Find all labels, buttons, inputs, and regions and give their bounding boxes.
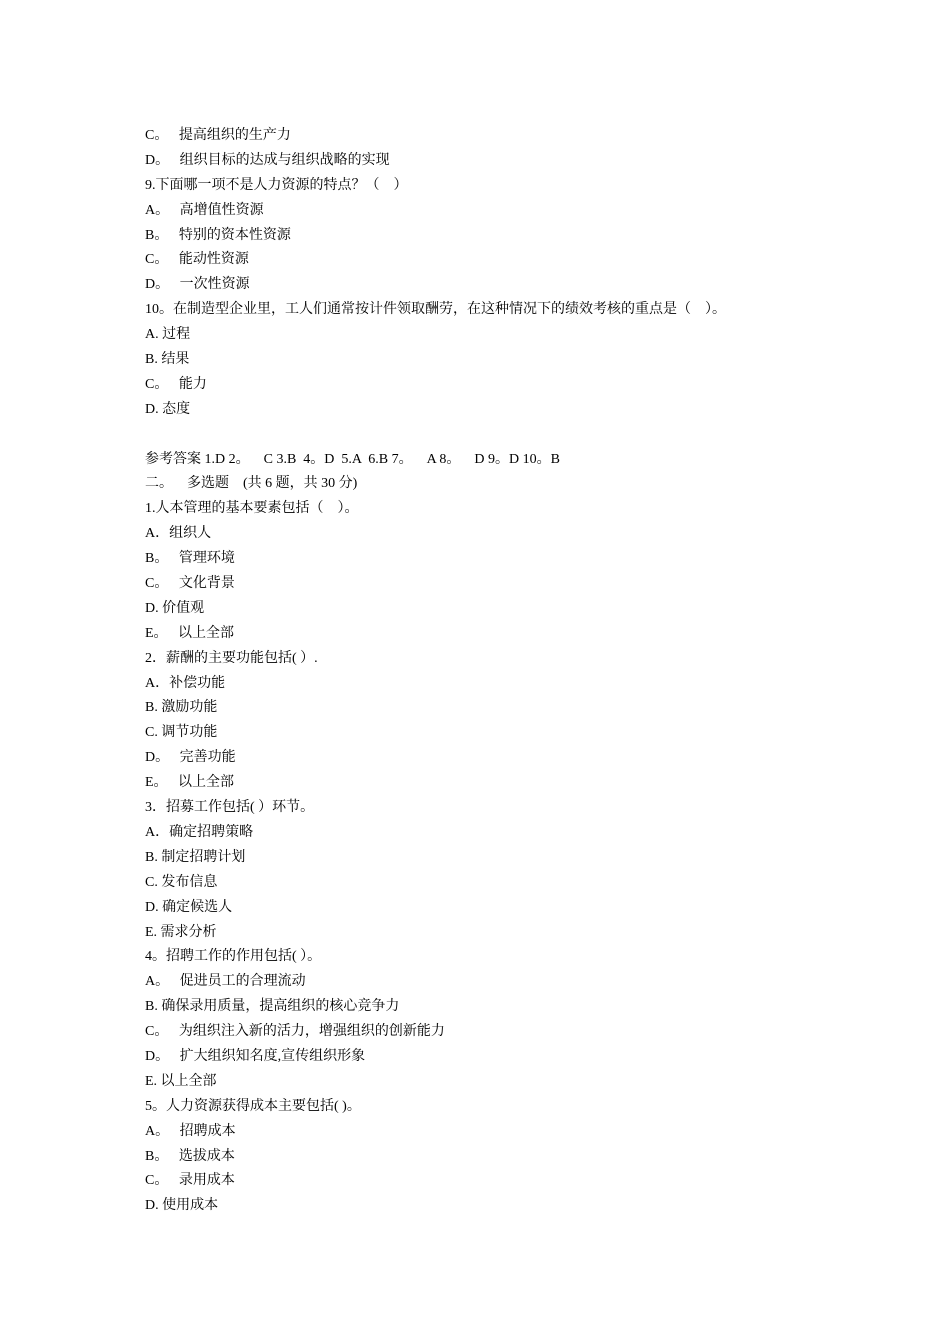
option-d-line: D. 使用成本 (145, 1198, 219, 1214)
option-b-line: B. 结果 (145, 352, 190, 368)
option-c-line: C。 录用成本 (145, 1173, 235, 1189)
option-a-line: A．组织人 (145, 526, 212, 542)
option-c-line: C。 提高组织的生产力 (145, 128, 291, 143)
document-body (145, 124, 845, 1219)
option-d-line: D。 组织目标的达成与组织战略的实现 (145, 152, 390, 168)
option-b-line: B。 特别的资本性资源 (145, 227, 291, 243)
question-2: 2．薪酬的主要功能包括( ）. (145, 650, 318, 666)
option-a-line: A。 高增值性资源 (145, 202, 264, 218)
option-a-line: A. 过程 (145, 327, 191, 343)
option-c-line: C. 发布信息 (145, 874, 218, 890)
option-a-line: A．补偿功能 (145, 675, 226, 691)
option-e-line: E. 需求分析 (145, 924, 217, 940)
option-b-line: B. 制定招聘计划 (145, 849, 246, 865)
option-d-line: D. 确定候选人 (145, 899, 233, 915)
option-e-line: E。 以上全部 (145, 625, 235, 641)
option-c-line: C。 能力 (145, 376, 207, 392)
question-9: 9.下面哪一项不是人力资源的特点？（ ） (145, 177, 408, 193)
question-1: 1.人本管理的基本要素包括（ ）。 (145, 501, 359, 517)
option-d-line: D。 扩大组织知名度,宣传组织形象 (145, 1048, 366, 1064)
option-d-line: D。 完善功能 (145, 750, 236, 766)
answer-key: 参考答案 1.D 2。 C 3.B 4。D 5.A 6.B 7。 A 8。 D 9。D 10。B (145, 451, 560, 467)
option-d-line: D. 价值观 (145, 600, 205, 616)
question-10: 10。在制造型企业里，工人们通常按计件领取酬劳，在这种情况下的绩效考核的重点是（ ）。 (145, 302, 726, 318)
option-a-line: A．确定招聘策略 (145, 824, 254, 840)
option-c-line: C。 文化背景 (145, 576, 235, 592)
option-b-line: B。 管理环境 (145, 551, 235, 567)
option-b-line: B. 激励功能 (145, 700, 218, 716)
option-d-line: D。 一次性资源 (145, 277, 250, 293)
option-b-line: B。 选拔成本 (145, 1148, 235, 1164)
option-c-line: C。 为组织注入新的活力，增强组织的创新能力 (145, 1024, 445, 1040)
option-c-line: C. 调节功能 (145, 725, 218, 741)
option-a-line: A。 促进员工的合理流动 (145, 974, 306, 990)
option-a-line: A。 招聘成本 (145, 1123, 236, 1139)
question-4: 4。招聘工作的作用包括( ）。 (145, 949, 322, 965)
question-3: 3．招募工作包括( ）环节。 (145, 800, 315, 816)
section-heading-multiple-choice: 二。 多选题 (共 6 题，共 30 分) (145, 476, 358, 492)
option-d-line: D. 态度 (145, 401, 191, 417)
option-c-line: C。 能动性资源 (145, 252, 249, 268)
option-b-line: B. 确保录用质量，提高组织的核心竞争力 (145, 999, 400, 1015)
blank-line (145, 423, 845, 448)
option-e-line: E. 以上全部 (145, 1073, 217, 1089)
question-5: 5。人力资源获得成本主要包括( )。 (145, 1098, 361, 1114)
option-e-line: E。 以上全部 (145, 775, 235, 791)
